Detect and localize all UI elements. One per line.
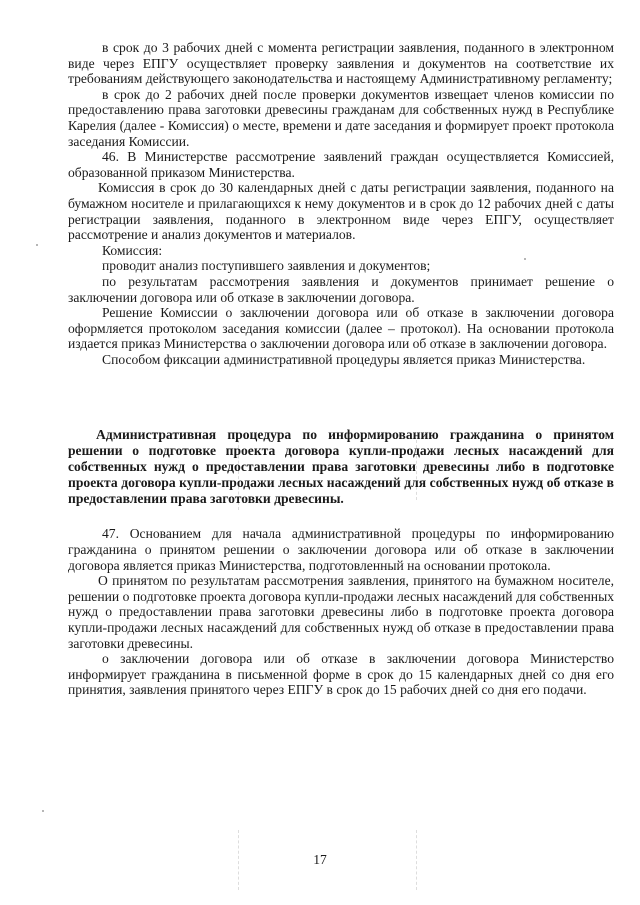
paragraph: по результатам рассмотрения заявления и документов принимает решение о заключении договора или об отказе в заключении договора. xyxy=(68,273,614,305)
paragraph: Решение Комиссии о заключении договора или об отказе в заключении договора оформляется протоколом заседания комиссии (далее – протокол). На основании протокола издается приказ Министерства о заключении договора или об отказе в заключении договора. xyxy=(68,305,614,352)
paragraph: в срок до 2 рабочих дней после проверки документов извещает членов комиссии по предоставлению права заготовки древесины гражданам для собственных нужд в Республике Карелия (далее - Комиссия) о месте, времени и дате заседания и формирует проект протокола заседания Комиссии. xyxy=(68,86,614,149)
scan-artifact xyxy=(36,244,38,246)
document-page xyxy=(68,40,614,698)
paragraph: О принятом по результатам рассмотрения заявления, принятого на бумажном носителе, решении о подготовке проекта договора купли-продажи лесных насаждений для собственных нужд о предоставлении права заготовки древесины либо в подготовке проекта договора купли-продажи лесных насаждений для собственных нужд об отказе в предоставлении права заготовки древесины. xyxy=(68,573,614,651)
section-heading: Административная процедура по информированию гражданина о принятом решении о подготовке проекта договора купли-продажи лесных насаждений для собственных нужд о предоставлении права заготовки древесины либо в подготовке проекта договора купли-продажи лесных насаждений для собственных нужд об отказе в предоставлении права заготовки древесины. xyxy=(68,427,614,506)
page-number: 17 xyxy=(313,852,327,867)
paragraph: 47. Основанием для начала административной процедуры по информированию гражданина о принятом решении о заключении договора или об отказе в заключении договора является приказ Министерства, подготовленный на основании протокола. xyxy=(68,526,614,573)
paragraph: в срок до 3 рабочих дней с момента регистрации заявления, поданного в электронном виде через ЕПГУ осуществляет проверку заявления и документов на соответствие их требованиям действующего законодательства и настоящему Административному регламенту; xyxy=(68,40,614,87)
paragraph: проводит анализ поступившего заявления и документов; xyxy=(102,258,431,274)
scan-artifact xyxy=(42,810,44,812)
paragraph: Комиссия: xyxy=(102,242,163,258)
paragraph: Комиссия в срок до 30 календарных дней с даты регистрации заявления, поданного на бумажном носителе и прилагающихся к нему документов и в срок до 12 рабочих дней с даты регистрации заявления, поданного в электронном виде через ЕПГУ, осуществляет рассмотрение и анализ документов и материалов. xyxy=(68,180,614,243)
paragraph: о заключении договора или об отказе в заключении договора Министерство информирует гражданина в письменной форме в срок до 15 календарных дней со дня его принятия, заявления принятого через ЕПГУ в срок до 15 рабочих дней со дня его подачи. xyxy=(68,651,614,698)
paragraph: 46. В Министерстве рассмотрение заявлений граждан осуществляется Комиссией, образованной приказом Министерства. xyxy=(68,149,614,180)
paragraph: Способом фиксации административной процедуры является приказ Министерства. xyxy=(102,351,586,367)
